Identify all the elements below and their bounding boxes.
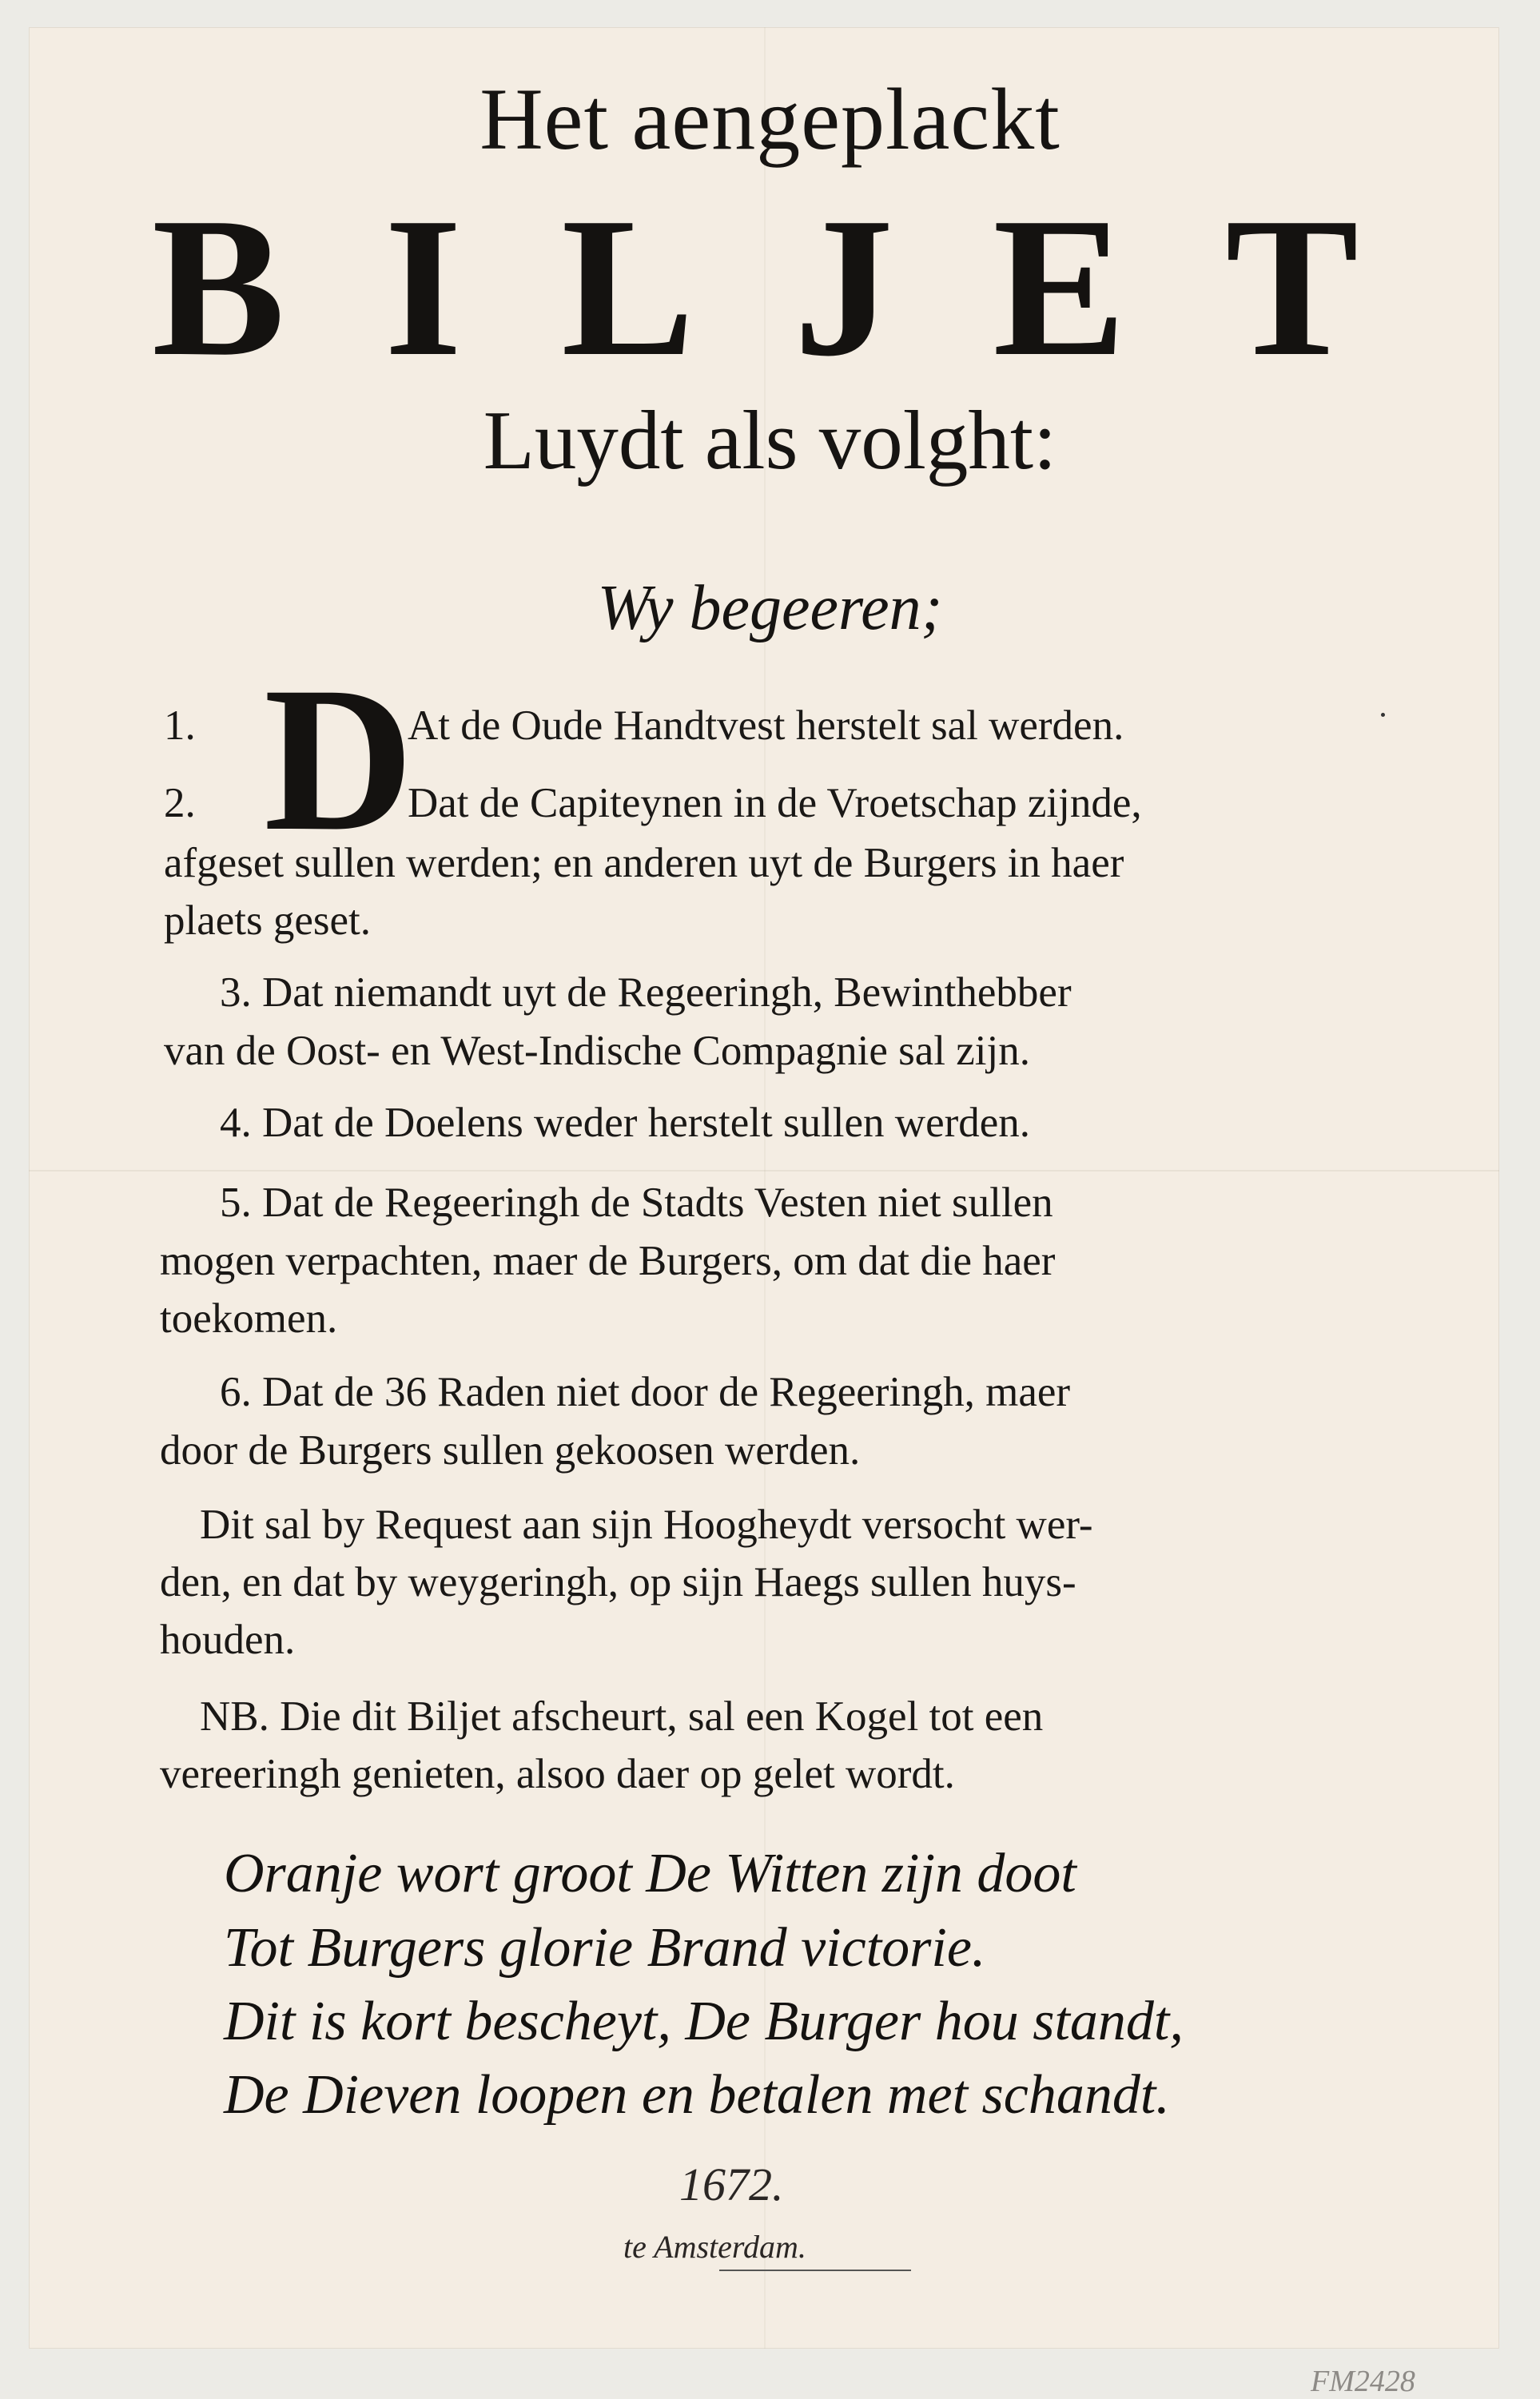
- verse-line: Dit is kort bescheyt, De Burger hou standt,: [224, 1991, 1184, 2052]
- body-line: 3. Dat niemandt uyt de Regeeringh, Bewinthebber: [220, 969, 1072, 1016]
- body-line: At de Oude Handtvest herstelt sal werden.: [408, 702, 1124, 749]
- title-line-3: Luydt als volght:: [483, 393, 1057, 487]
- title-letter: T: [1225, 177, 1359, 398]
- body-line: Dat de Capiteynen in de Vroetschap zijnde,: [408, 780, 1142, 826]
- body-line: Dit sal by Request aan sijn Hoogheydt versocht wer-: [200, 1502, 1093, 1548]
- body-line: 6. Dat de 36 Raden niet door de Regeeringh, maer: [220, 1369, 1071, 1415]
- body-line: den, en dat by weygeringh, op sijn Haegs sullen huys-: [160, 1559, 1076, 1605]
- body-line: houden.: [160, 1617, 296, 1663]
- item-number-2: 2.: [164, 780, 196, 826]
- body-line: vereeringh genieten, alsoo daer op gelet wordt.: [160, 1751, 955, 1797]
- body-line: afgeset sullen werden; en anderen uyt de Burgers in haer: [164, 840, 1124, 886]
- catalog-reference: FM2428: [1311, 2365, 1415, 2398]
- handwritten-year: 1672.: [679, 2158, 784, 2210]
- drop-cap: D: [264, 644, 414, 874]
- body-line: mogen verpachten, maer de Burgers, om dat die haer: [160, 1238, 1056, 1284]
- body-line: van de Oost- en West-Indische Compagnie sal zijn.: [164, 1028, 1030, 1074]
- intro-heading: Wy begeeren;: [597, 573, 943, 643]
- title-letter: E: [993, 177, 1127, 398]
- place-underline: [719, 2270, 911, 2271]
- body-line: NB. Die dit Biljet afscheurt, sal een Kogel tot een: [200, 1693, 1044, 1740]
- title-biljet: [152, 177, 1359, 398]
- title-letter: L: [561, 177, 695, 398]
- verse-line: De Dieven loopen en betalen met schandt.: [224, 2064, 1170, 2126]
- body-line: door de Burgers sullen gekoosen werden.: [160, 1427, 861, 1474]
- title-line-1: Het aengeplackt: [480, 70, 1060, 168]
- body-line: 4. Dat de Doelens weder herstelt sullen werden.: [220, 1100, 1031, 1146]
- handwritten-place: te Amsterdam.: [623, 2229, 806, 2265]
- body-line: 5. Dat de Regeeringh de Stadts Vesten niet sullen: [220, 1180, 1053, 1226]
- body-line: toekomen.: [160, 1295, 338, 1342]
- body-line: plaets geset.: [164, 897, 372, 944]
- title-letter: B: [152, 177, 285, 398]
- ink-dot: [1381, 713, 1385, 717]
- item-number-1: 1.: [164, 702, 196, 749]
- title-letter: J: [794, 177, 894, 398]
- verse-line: Oranje wort groot De Witten zijn doot: [224, 1843, 1076, 1904]
- title-letter: I: [384, 177, 463, 398]
- verse-line: Tot Burgers glorie Brand victorie.: [224, 1917, 986, 1979]
